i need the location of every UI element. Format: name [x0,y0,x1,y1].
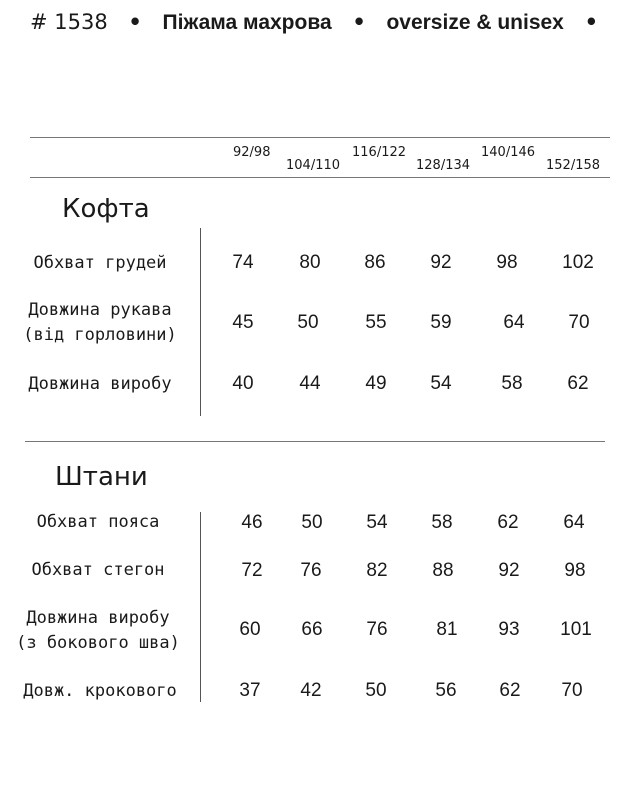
value-cell: 56 [435,680,457,701]
size-header: 104/110 [286,158,341,173]
value-cell: 37 [239,680,261,701]
value-cell: 62 [499,680,521,701]
value-cell: 102 [562,252,594,273]
size-header: 140/146 [481,145,536,160]
value-cell: 62 [497,512,519,533]
value-cell: 54 [366,512,388,533]
value-cell: 62 [567,373,589,394]
value-cell: 93 [498,619,520,640]
vertical-divider [200,228,201,416]
size-header: 116/122 [352,145,407,160]
value-cell: 50 [297,312,319,333]
page-header [30,10,598,35]
bullet-separator: • [128,10,142,34]
value-cell: 64 [563,512,585,533]
bullet-separator: • [584,10,598,34]
row-label: Довжина рукава [28,300,172,320]
value-cell: 60 [239,619,261,640]
value-cell: 40 [232,373,254,394]
value-cell: 98 [496,252,518,273]
value-cell: 86 [364,252,386,273]
value-cell: 81 [436,619,458,640]
row-label: Обхват пояса [36,512,160,532]
product-tagline: oversize & unisex [386,11,564,34]
value-cell: 49 [365,373,387,394]
value-cell: 82 [366,560,388,581]
value-cell: 50 [301,512,323,533]
value-cell: 76 [366,619,388,640]
value-cell: 55 [365,312,387,333]
value-cell: 45 [232,312,254,333]
row-label: Довжина виробу [28,374,172,394]
row-label: Довж. крокового [23,681,177,701]
value-cell: 64 [503,312,525,333]
divider-middle [25,441,605,442]
value-cell: 44 [299,373,321,394]
value-cell: 58 [501,373,523,394]
vertical-divider [200,512,201,702]
row-label-note: (з бокового шва) [16,633,180,653]
value-cell: 98 [564,560,586,581]
value-cell: 66 [301,619,323,640]
row-label: Довжина виробу [26,608,170,628]
value-cell: 72 [241,560,263,581]
size-header: 128/134 [416,158,471,173]
row-label-note: (від горловини) [23,325,177,345]
size-header: 152/158 [546,158,601,173]
section-title-top: Кофта [62,194,150,224]
value-cell: 80 [299,252,321,273]
value-cell: 92 [498,560,520,581]
row-label: Обхват стегон [31,560,165,580]
product-code: # 1538 [30,10,108,34]
section-title-bottom: Штани [55,462,148,492]
value-cell: 46 [241,512,263,533]
value-cell: 50 [365,680,387,701]
value-cell: 101 [560,619,592,640]
value-cell: 42 [300,680,322,701]
value-cell: 74 [232,252,254,273]
divider-sizes [30,177,610,178]
value-cell: 58 [431,512,453,533]
value-cell: 70 [561,680,583,701]
value-cell: 76 [300,560,322,581]
bullet-separator: • [352,10,366,34]
product-title: Піжама махрова [162,11,332,34]
size-header: 92/98 [233,145,271,160]
divider-top [30,137,610,138]
row-label: Обхват грудей [33,253,167,273]
value-cell: 70 [568,312,590,333]
value-cell: 88 [432,560,454,581]
value-cell: 92 [430,252,452,273]
value-cell: 59 [430,312,452,333]
value-cell: 54 [430,373,452,394]
